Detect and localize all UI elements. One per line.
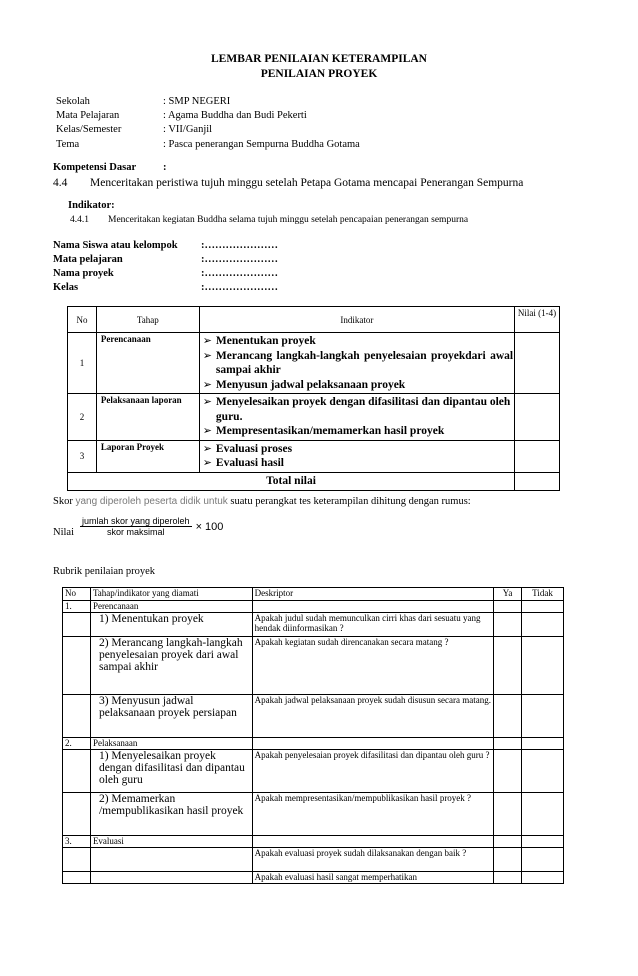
skor-suffix: suatu perangkat tes keterampilan dihitung dengan rumus: xyxy=(230,496,471,507)
rubrik-header-ya: Ya xyxy=(494,588,522,601)
rubrik-header-tidak: Tidak xyxy=(522,588,564,601)
header-no: No xyxy=(68,307,97,333)
rubrik-desc xyxy=(252,836,494,848)
skor-sentence xyxy=(53,496,471,507)
tidak-cell[interactable] xyxy=(522,695,564,738)
ya-cell[interactable] xyxy=(494,601,522,613)
rubrik-no: 1. xyxy=(63,601,91,613)
tidak-cell[interactable] xyxy=(522,738,564,750)
rubrik-desc: Apakah evaluasi hasil sangat memperhatikan xyxy=(252,872,494,884)
table-row xyxy=(63,601,564,613)
rubrik-table xyxy=(62,587,564,884)
row-tahap: Pelaksanaan laporan xyxy=(96,394,199,441)
checkmark-arrow-icon: ➢ xyxy=(202,425,212,437)
rubrik-no xyxy=(63,613,91,637)
rubrik-no: 3. xyxy=(63,836,91,848)
checkmark-arrow-icon: ➢ xyxy=(202,378,212,391)
table-row xyxy=(68,440,560,472)
formula-denominator: skor maksimal xyxy=(107,527,165,537)
field-value-nama: :………………… xyxy=(201,240,278,251)
info-value-mapel: : Agama Buddha dan Budi Pekerti xyxy=(163,110,307,121)
header-indikator: Indikator xyxy=(199,307,514,333)
skor-highlight: yang diperoleh peserta didik untuk xyxy=(75,496,228,507)
tidak-cell[interactable] xyxy=(522,836,564,848)
table-row xyxy=(63,750,564,793)
rubrik-tahap: 2) Merancang langkah-langkah penyelesaian proyek dari awal sampai akhir xyxy=(90,637,252,695)
table-row xyxy=(63,695,564,738)
table-row xyxy=(68,333,560,394)
rubrik-no xyxy=(63,637,91,695)
info-value-sekolah: : SMP NEGERI xyxy=(163,96,231,107)
rubrik-tahap: 1) Menentukan proyek xyxy=(90,613,252,637)
rubrik-no: 2. xyxy=(63,738,91,750)
rubrik-desc: Apakah penyelesaian proyek difasilitasi dan dipantau oleh guru ? xyxy=(252,750,494,793)
info-label-tema: Tema xyxy=(56,139,80,150)
rubrik-desc: Apakah jadwal pelaksanaan proyek sudah disusun secara matang. xyxy=(252,695,494,738)
ya-cell[interactable] xyxy=(494,848,522,872)
tidak-cell[interactable] xyxy=(522,793,564,836)
indikator-number: 4.4.1 xyxy=(70,215,89,225)
field-value-kelas: :………………… xyxy=(201,282,278,293)
field-label-proyek: Nama proyek xyxy=(53,268,114,279)
row-number: 3 xyxy=(68,440,97,472)
header-tahap: Tahap xyxy=(96,307,199,333)
info-value-tema: : Pasca penerangan Sempurna Buddha Gotama xyxy=(163,139,360,150)
indikator-item: Menyusun jadwal pelaksanaan proyek xyxy=(215,378,406,391)
indikator-item: Menentukan proyek xyxy=(215,335,316,347)
kd-label: Kompetensi Dasar xyxy=(53,162,137,173)
info-label-kelas: Kelas/Semester xyxy=(56,124,122,135)
nilai-label: Nilai xyxy=(53,527,74,538)
table-row xyxy=(68,394,560,441)
rubrik-tahap: Evaluasi xyxy=(90,836,252,848)
row-number: 1 xyxy=(68,333,97,394)
ya-cell[interactable] xyxy=(494,637,522,695)
formula-multiplier: × 100 xyxy=(195,520,224,533)
rubrik-desc: Apakah evaluasi proyek sudah dilaksanakan dengan baik ? xyxy=(252,848,494,872)
tidak-cell[interactable] xyxy=(522,613,564,637)
tidak-cell[interactable] xyxy=(522,848,564,872)
project-assessment-table xyxy=(67,306,560,491)
table-row xyxy=(63,848,564,872)
row-tahap: Perencanaan xyxy=(96,333,199,394)
rubrik-desc xyxy=(252,738,494,750)
ya-cell[interactable] xyxy=(494,695,522,738)
field-value-proyek: :………………… xyxy=(201,268,278,279)
checkmark-arrow-icon: ➢ xyxy=(202,442,212,455)
rubrik-header-desc: Deskriptor xyxy=(252,588,494,601)
rubrik-tahap: Perencanaan xyxy=(90,601,252,613)
rubrik-tahap xyxy=(90,872,252,884)
field-label-nama: Nama Siswa atau kelompok xyxy=(53,240,178,251)
tidak-cell[interactable] xyxy=(522,601,564,613)
rubrik-header-no: No xyxy=(63,588,91,601)
ya-cell[interactable] xyxy=(494,872,522,884)
checkmark-arrow-icon: ➢ xyxy=(202,349,212,362)
table-row xyxy=(63,613,564,637)
checkmark-arrow-icon: ➢ xyxy=(202,396,212,408)
ya-cell[interactable] xyxy=(494,793,522,836)
rubrik-desc xyxy=(252,601,494,613)
rubrik-tahap xyxy=(90,848,252,872)
table-row xyxy=(63,793,564,836)
rubrik-desc: Apakah judul sudah memunculkan cirri khas dari sesuatu yang hendak diinformasikan ? xyxy=(252,613,494,637)
rubrik-header-tahap: Tahap/indikator yang diamati xyxy=(90,588,252,601)
nilai-formula xyxy=(80,516,223,537)
kd-text: Menceritakan peristiwa tujuh minggu setelah Petapa Gotama mencapai Penerangan Sempurna xyxy=(90,177,524,189)
total-nilai-label: Total nilai xyxy=(68,472,515,490)
row-tahap: Laporan Proyek xyxy=(96,440,199,472)
indikator-text: Menceritakan kegiatan Buddha selama tujuh minggu setelah pencapaian penerangan sempurna xyxy=(108,215,469,225)
indikator-item: Menyelesaikan proyek dengan difasilitasi dan dipantau oleh guru. xyxy=(215,396,511,423)
document-title: LEMBAR PENILAIAN KETERAMPILAN xyxy=(211,53,427,65)
ya-cell[interactable] xyxy=(494,836,522,848)
info-value-kelas: : VII/Ganjil xyxy=(163,124,213,135)
indikator-item: Mempresentasikan/memamerkan hasil proyek xyxy=(215,425,445,437)
kd-number: 4.4 xyxy=(53,177,68,189)
ya-cell[interactable] xyxy=(494,738,522,750)
nilai-cell[interactable] xyxy=(515,394,560,441)
rubrik-tahap: 3) Menyusun jadwal pelaksanaan proyek persiapan xyxy=(90,695,252,738)
formula-numerator: jumlah skor yang diperoleh xyxy=(82,516,190,526)
rubrik-tahap: 1) Menyelesaikan proyek dengan difasilitasi dan dipantau oleh guru xyxy=(90,750,252,793)
info-label-sekolah: Sekolah xyxy=(56,96,90,107)
rubrik-no xyxy=(63,793,91,836)
table-row xyxy=(63,637,564,695)
checkmark-arrow-icon: ➢ xyxy=(202,335,212,347)
kd-colon: : xyxy=(163,162,167,173)
indikator-heading: Indikator: xyxy=(68,200,115,211)
indikator-item: Merancang langkah-langkah penyelesaian proyekdari awal sampai akhir xyxy=(215,349,514,376)
ya-cell[interactable] xyxy=(494,613,522,637)
row-number: 2 xyxy=(68,394,97,441)
table-row xyxy=(63,836,564,848)
table-row xyxy=(63,738,564,750)
rubrik-no xyxy=(63,872,91,884)
rubrik-no xyxy=(63,695,91,738)
indikator-item: Evaluasi proses xyxy=(215,442,293,455)
tidak-cell[interactable] xyxy=(522,750,564,793)
checkmark-arrow-icon: ➢ xyxy=(202,457,212,469)
tidak-cell[interactable] xyxy=(522,637,564,695)
skor-prefix: Skor xyxy=(53,496,73,507)
rubrik-title: Rubrik penilaian proyek xyxy=(53,566,156,577)
field-label-mapel: Mata pelajaran xyxy=(53,254,123,265)
nilai-cell[interactable] xyxy=(515,333,560,394)
rubrik-no xyxy=(63,750,91,793)
field-label-kelas: Kelas xyxy=(53,282,79,293)
tidak-cell[interactable] xyxy=(522,872,564,884)
document-subtitle: PENILAIAN PROYEK xyxy=(260,68,378,80)
rubrik-tahap: Pelaksanaan xyxy=(90,738,252,750)
header-nilai: Nilai (1-4) xyxy=(515,307,560,333)
rubrik-tahap: 2) Memamerkan /mempublikasikan hasil proyek xyxy=(90,793,252,836)
rubrik-desc: Apakah kegiatan sudah direncanakan secara matang ? xyxy=(252,637,494,695)
total-nilai-cell[interactable] xyxy=(515,472,560,490)
rubrik-desc: Apakah mempresentasikan/mempublikasikan hasil proyek ? xyxy=(252,793,494,836)
field-value-mapel: :………………… xyxy=(201,254,278,265)
nilai-cell[interactable] xyxy=(515,440,560,472)
table-row xyxy=(63,872,564,884)
ya-cell[interactable] xyxy=(494,750,522,793)
rubrik-no xyxy=(63,848,91,872)
indikator-item: Evaluasi hasil xyxy=(215,457,284,469)
info-label-mapel: Mata Pelajaran xyxy=(56,110,120,121)
